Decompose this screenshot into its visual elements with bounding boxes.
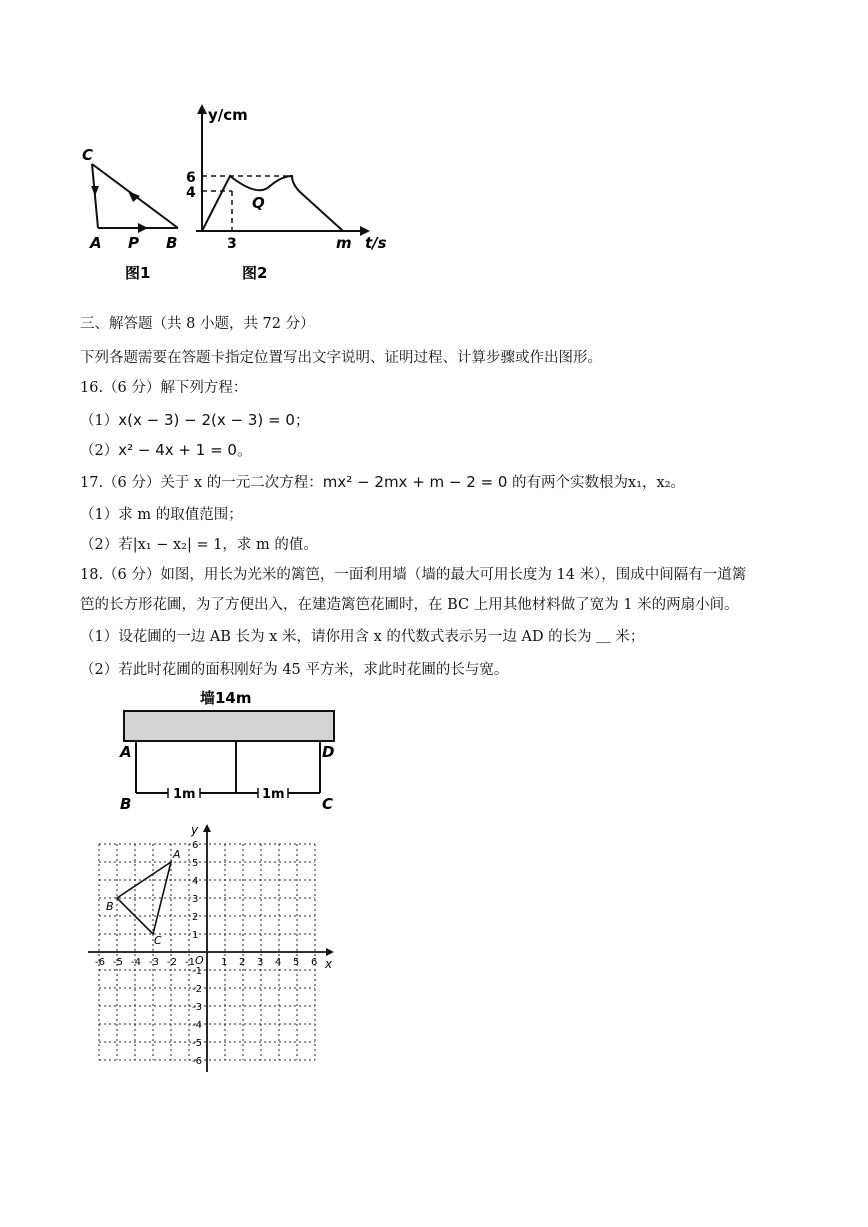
q18-part1: （1）设花圃的一边 AB 长为 x 米，请你用含 x 的代数式表示另一边 AD 的长为 ＿ 米； (80, 629, 645, 645)
grid-label-a: A (173, 848, 181, 861)
y-tick-label: -4 (192, 1020, 202, 1031)
fig1-label-c: C (82, 146, 94, 164)
arrow-icon (91, 186, 99, 196)
axes (88, 830, 328, 1072)
q16-part1-equation: x(x − 3) − 2(x − 3) = 0； (118, 411, 310, 429)
fig1-label-b: B (166, 234, 178, 252)
grid-label-c: C (154, 934, 162, 947)
arrow-icon (138, 223, 148, 233)
y-tick-label: 6 (192, 840, 199, 851)
grid-x-label: x (325, 957, 333, 971)
y-tick-label: -1 (192, 966, 202, 977)
q16-part2 (80, 440, 252, 461)
x-tick-label: -5 (113, 957, 123, 968)
x-tick-label: -6 (95, 957, 105, 968)
fig2-label-q: Q (252, 194, 265, 212)
q17-part1: （1）求 m 的取值范围； (80, 507, 243, 523)
arrow-icon (128, 191, 140, 202)
y-tick-label: -5 (192, 1038, 202, 1049)
q18-stem-line1: 18.（6 分）如图，用长为光米的篱笆，一面利用墙（墙的最大可用长度为 14 米），围成中间隔有一道篱 (80, 567, 747, 583)
garden-label-c: C (322, 795, 334, 813)
garden-label-d: D (322, 743, 335, 761)
x-tick-label: 6 (311, 957, 318, 968)
x-tick-label: 3 (257, 957, 264, 968)
garden-label-b: B (120, 795, 132, 813)
garden-label-a: A (120, 743, 132, 761)
q17-stem (80, 472, 685, 493)
q16-stem: 16.（6 分）解下列方程： (80, 380, 248, 396)
fence-lines (136, 741, 320, 793)
y-tick-label: 5 (192, 858, 199, 869)
fig1-caption: 图1 (125, 264, 151, 282)
x-tick-label: -3 (149, 957, 159, 968)
gate2-label: 1m (262, 787, 285, 802)
figure-garden (112, 685, 352, 815)
fig2-y-axis-label: y/cm (208, 106, 248, 124)
q16-part2-label: （2） (80, 443, 119, 459)
q16-part1-label: （1） (80, 413, 119, 429)
section-title: 三、解答题（共 8 小题，共 72 分） (80, 316, 315, 332)
q17-part2: （2）若|x₁ − x₂| = 1，求 m 的值。 (80, 537, 318, 553)
grid-origin-label: O (195, 954, 204, 967)
figure-coordinate-grid (80, 820, 350, 1080)
x-tick-label: 5 (293, 957, 300, 968)
x-tick-label: -2 (167, 957, 177, 968)
instructions: 下列各题需要在答题卡指定位置写出文字说明、证明过程、计算步骤或作出图形。 (80, 350, 602, 366)
wall-label: 墙14m (200, 689, 252, 707)
x-tick-label: -1 (185, 957, 195, 968)
x-tick-label: -4 (131, 957, 141, 968)
y-tick-label: -3 (192, 1002, 202, 1013)
figure-2-axes (196, 110, 362, 231)
x-tick-label: 4 (275, 957, 282, 968)
fig2-tick-4: 4 (186, 185, 196, 201)
fig1-label-a: A (90, 234, 102, 252)
x-tick-label: 1 (221, 957, 228, 968)
y-tick-label: 3 (192, 894, 199, 905)
y-axis-arrow-icon (203, 824, 211, 832)
y-tick-label: -2 (192, 984, 202, 995)
wall (124, 711, 334, 741)
q17-equation: mx² − 2mx + m − 2 = 0 (322, 473, 508, 491)
fig1-label-p: P (128, 234, 139, 252)
y-tick-label: 1 (192, 930, 199, 941)
fig2-tick-m: m (336, 234, 352, 252)
fig2-x-axis-label: t/s (365, 234, 387, 252)
grid-y-label: y (191, 823, 199, 837)
y-tick-label: -6 (192, 1056, 202, 1067)
q18-part2: （2）若此时花圃的面积刚好为 45 平方米，求此时花圃的长与宽。 (80, 662, 509, 678)
figure-motion (70, 98, 400, 288)
q17-stem-a: 17.（6 分）关于 x 的一元二次方程： (80, 475, 323, 491)
x-axis-arrow-icon (326, 948, 334, 956)
y-tick-label: 4 (192, 876, 199, 887)
fig2-tick-6: 6 (186, 170, 196, 186)
q16-part1 (80, 410, 310, 431)
gate1-label: 1m (173, 787, 196, 802)
fig2-tick-3: 3 (227, 236, 237, 252)
grid-label-b: B (106, 900, 114, 913)
q17-stem-b: 的有两个实数根为x₁，x₂。 (507, 475, 686, 491)
y-tick-label: 2 (192, 912, 199, 923)
q16-part2-equation: x² − 4x + 1 = 0。 (118, 441, 252, 459)
y-axis-arrow-icon (197, 104, 207, 114)
fig2-graph-line (202, 176, 343, 231)
x-tick-label: 2 (239, 957, 246, 968)
q18-stem-line2: 笆的长方形花圃，为了方便出入，在建造篱笆花圃时，在 BC 上用其他材料做了宽为 1 米的两扇小间。 (80, 597, 739, 613)
fig2-caption: 图2 (242, 264, 268, 282)
